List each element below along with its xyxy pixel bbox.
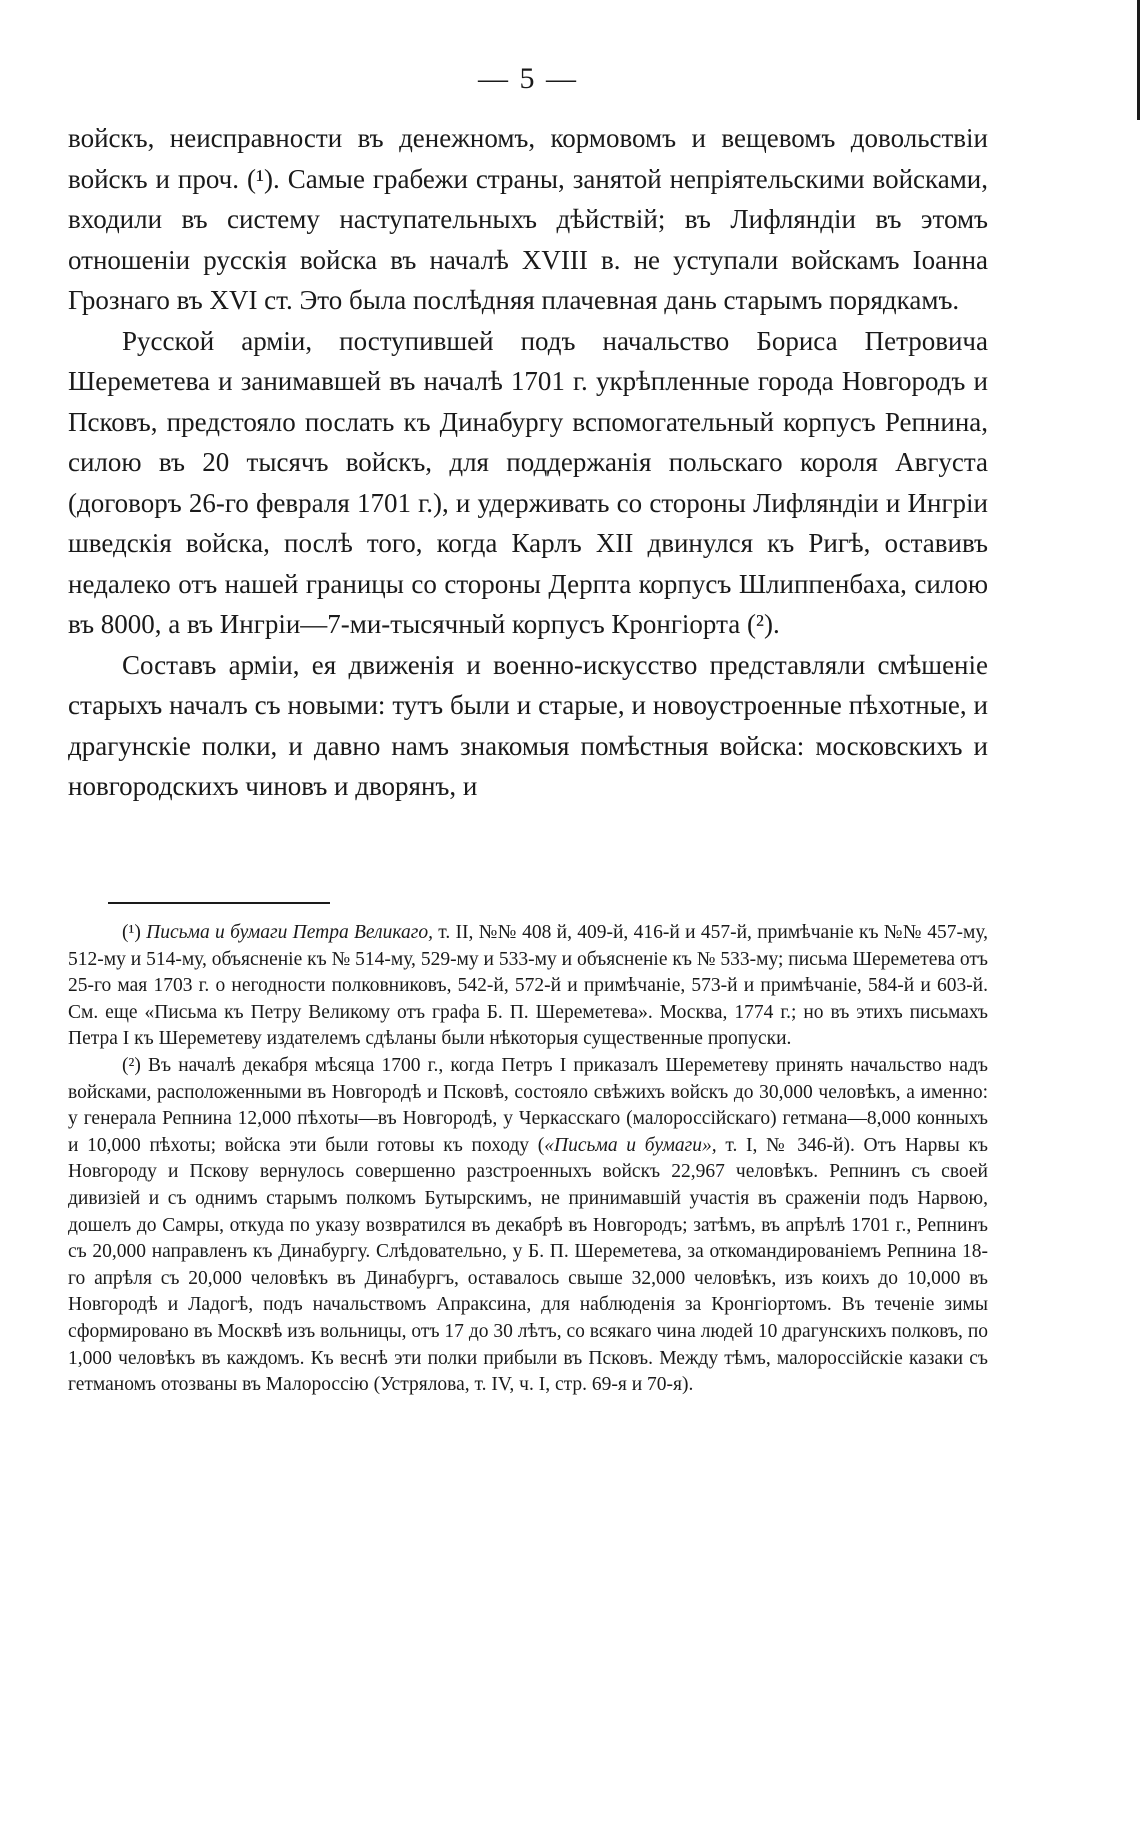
footnote-1-text: т. II, №№ 408 й, 409-й, 416-й и 457-й, примѣчаніе къ №№ 457-му, 512-му и 514-му, объясненіе къ № 514-му, 529-му и 533-му и объясненіе къ № 533-му; письма Шереметева отъ 25-го мая 1703 г. о негодности полковниковъ, 542-й, 572-й и примѣчаніе, 573-й и примѣчаніе, 584-й и 603-й. См. еще «Письма къ Петру Великому отъ графа Б. П. Шереметева». Москва, 1774 г.; но въ этихъ письмахъ Петра I къ Шереметеву издателемъ сдѣланы были нѣкоторыя существенные пропуски. <box>68 922 989 1050</box>
document-page <box>68 0 988 1827</box>
page-number: — 5 — <box>478 62 578 95</box>
paragraph-1: войскъ, неисправности въ денежномъ, кормовомъ и вещевомъ довольствіи войскъ и проч. (¹). Самые грабежи страны, занятой непріятельскими войсками, входили въ систему наступательныхъ дѣйствій; въ Лифляндіи въ этомъ отношеніи русскія войска въ началѣ XVIII в. не уступали войскамъ Іоанна Грознаго въ XVI ст. Это была послѣдняя плачевная дань старымъ порядкамъ. <box>68 123 988 315</box>
footnote-1 <box>68 920 988 1053</box>
paragraph-3: Составъ арміи, ея движенія и военно-искусство представляли смѣшеніе старыхъ началъ съ новыми: тутъ были и старые, и новоустроенные пѣхотные, и драгунскіе полки, и давно намъ знакомыя помѣстныя войска: московскихъ и новгородскихъ чиновъ и дворянъ, и <box>68 649 988 801</box>
footnote-2 <box>68 1053 988 1399</box>
footnotes <box>68 920 988 1399</box>
footnote-2-title: «Письма и бумаги», <box>544 1134 717 1156</box>
main-text <box>68 118 988 807</box>
paragraph-2: Русской арміи, поступившей подъ начальство Бориса Петровича Шереметева и занимавшей въ началѣ 1701 г. укрѣпленные города Новгородъ и Псковъ, предстояло послать къ Динабургу вспомогательный корпусъ Репнина, силою въ 20 тысячъ войскъ, для поддержанія польскаго короля Августа (договоръ 26-го февраля 1701 г.), и удерживать со стороны Лифляндіи и Ингріи шведскія войска, послѣ того, когда Карлъ XII двинулся къ Ригѣ, оставивъ недалеко отъ нашей границы со стороны Дерпта корпусъ Шлиппенбаха, силою въ 8000, а въ Ингріи—7-ми-тысячный корпусъ Кронгіорта (²). <box>68 325 988 639</box>
footnote-2-text-b: т. I, № 346-й). Отъ Нарвы къ Новгороду и Пскову вернулось совершенно разстроенныхъ войскъ 22,967 человѣкъ. Репнинъ съ своей дивизіей и съ однимъ старымъ полкомъ Бутырскимъ, не принимавшій участія въ сраженіи подъ Нарвою, дошелъ до Самры, откуда по указу возвратился въ декабрѣ въ Новгородъ; затѣмъ, въ апрѣлѣ 1701 г., Репнинъ съ 20,000 направленъ къ Динабургу. Слѣдовательно, у Б. П. Шереметева, за откомандированіемъ Репнина 18-го апрѣля съ 20,000 человѣкъ въ Динабургъ, оставалось свыше 32,000 человѣкъ, изъ коихъ до 10,000 въ Новгородѣ и Ладогѣ, подъ начальствомъ Апраксина, для наблюденія за Кронгіортомъ. Въ теченіе зимы сформировано въ Москвѣ изъ вольницы, отъ 17 до 30 лѣтъ, со всякаго чина людей 10 драгунскихъ полковъ, по 1,000 человѣкъ въ каждомъ. Къ веснѣ эти полки прибыли въ Псковъ. Между тѣмъ, малороссійскіе казаки съ гетманомъ отозваны въ Малороссію (Устрялова, т. IV, ч. I, стр. 69-я и 70-я). <box>68 1134 989 1396</box>
footnote-2-text-a: Въ началѣ декабря мѣсяца 1700 г., когда Петръ I приказалъ Шереметеву принять начальство надъ войсками, расположенными въ Новгородѣ и Псковѣ, состояло свѣжихъ войскъ до 30,000 человѣкъ, а именно: у генерала Репнина 12,000 пѣхоты—въ Новгородѣ, у Черкасскаго (малороссійскаго) гетмана—8,000 конныхъ и 10,000 пѣхоты; войска эти были готовы къ походу ( <box>68 1054 989 1156</box>
footnote-1-marker: (¹) <box>122 922 141 943</box>
footnote-separator <box>108 902 330 904</box>
footnote-2-marker: (²) <box>122 1054 141 1076</box>
footnote-1-title: Письма и бумаги Петра Великаго, <box>146 922 433 943</box>
